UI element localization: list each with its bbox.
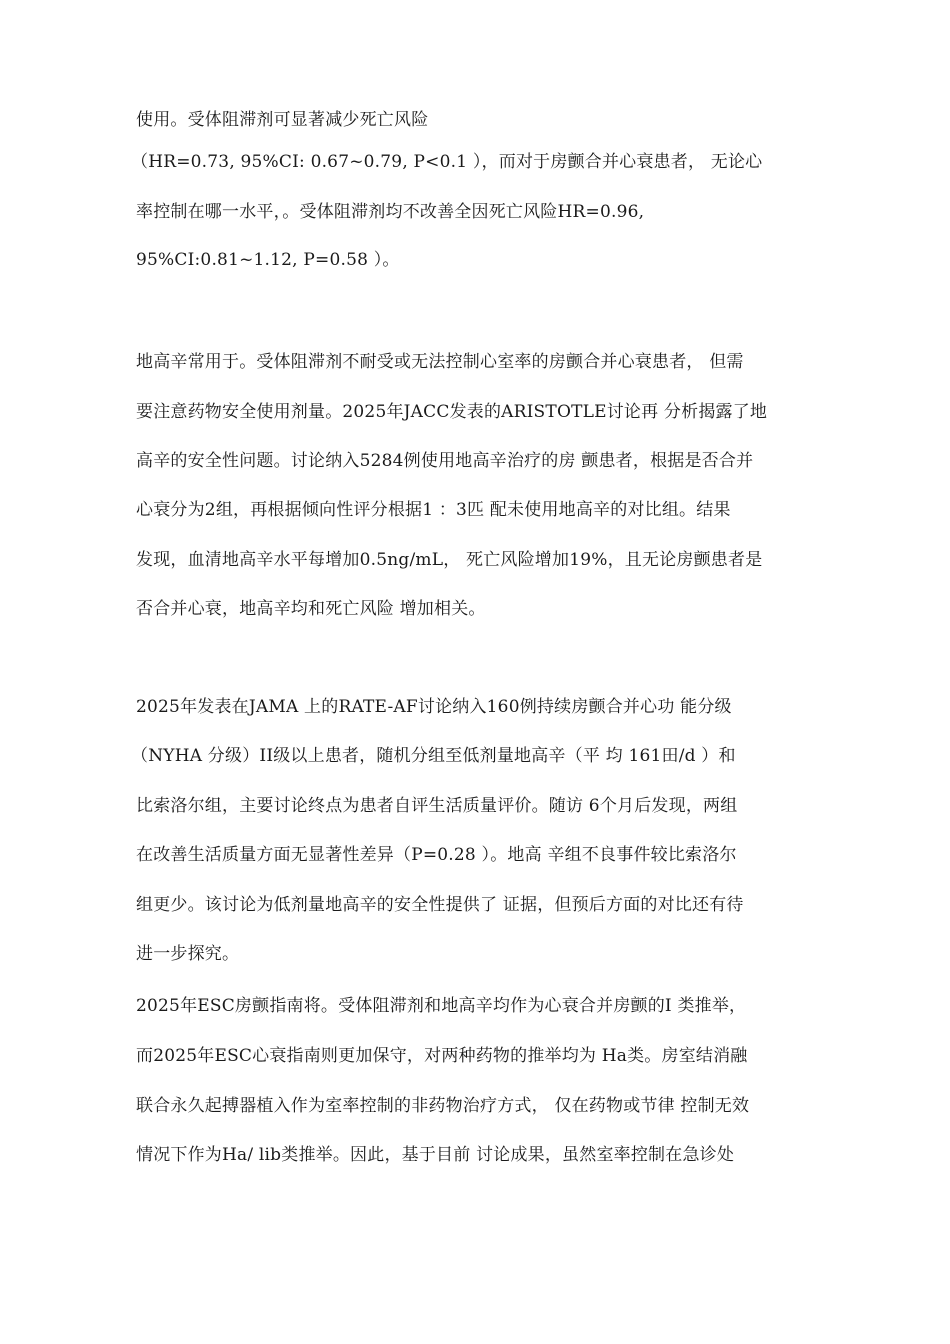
paragraph-3-line-5: 组更少。该讨论为低剂量地高辛的安全性提供了 证据，但预后方面的对比还有待: [136, 895, 744, 915]
paragraph-1-line-3: 率控制在哪一水平，。受体阻滞剂均不改善全因死亡风险HR=0.96,: [136, 202, 645, 222]
paragraph-3-line-2: （NYHA 分级）II级以上患者，随机分组至低剂量地高辛（平 均 161田/d ）和: [131, 746, 736, 766]
paragraph-4-line-3: 联合永久起搏器植入作为室率控制的非药物治疗方式， 仅在药物或节律 控制无效: [136, 1096, 750, 1116]
paragraph-2-line-2: 要注意药物安全使用剂量。2025年JACC发表的ARISTOTLE讨论再 分析揭露了地: [136, 402, 768, 422]
paragraph-2-line-5: 发现，血清地高辛水平每增加0.5ng/mL， 死亡风险增加19%，且无论房颤患者是: [136, 550, 763, 570]
paragraph-3-line-1: 2025年发表在JAMA 上的RATE-AF讨论纳入160例持续房颤合并心功 能分级: [136, 697, 732, 717]
paragraph-4-line-2: 而2025年ESC心衰指南则更加保守，对两种药物的推举均为 Ha类。房室结消融: [136, 1046, 748, 1066]
paragraph-2-line-4: 心衰分为2组，再根据倾向性评分根据1 ：3匹 配未使用地高辛的对比组。结果: [136, 500, 731, 520]
paragraph-3-line-3: 比索洛尔组，主要讨论终点为患者自评生活质量评价。随访 6个月后发现，两组: [136, 796, 738, 816]
paragraph-4-line-4: 情况下作为Ha/ lib类推举。因此，基于目前 讨论成果，虽然室率控制在急诊处: [136, 1145, 735, 1165]
paragraph-3-line-4: 在改善生活质量方面无显著性差异（P=0.28 ）。地高 辛组不良事件较比索洛尔: [136, 845, 737, 865]
paragraph-3-line-6: 进一步探究。: [136, 944, 240, 964]
paragraph-1-line-1: 使用。受体阻滞剂可显著减少死亡风险: [136, 110, 429, 130]
paragraph-2-line-1: 地高辛常用于。受体阻滞剂不耐受或无法控制心室率的房颤合并心衰患者， 但需: [136, 352, 744, 372]
paragraph-2-line-3: 高辛的安全性问题。讨论纳入5284例使用地高辛治疗的房 颤患者，根据是否合并: [136, 451, 754, 471]
paragraph-1-line-4: 95%CI:0.81~1.12, P=0.58 ）。: [136, 250, 400, 270]
paragraph-1-line-2: （HR=0.73, 95%CI: 0.67~0.79, P<0.1 ），而对于房颤合并心衰患者， 无论心: [131, 152, 763, 172]
paragraph-4-line-1: 2025年ESC房颤指南将。受体阻滞剂和地高辛均作为心衰合并房颤的I 类推举，: [136, 996, 747, 1016]
paragraph-2-line-6: 否合并心衰，地高辛均和死亡风险 增加相关。: [136, 599, 486, 619]
